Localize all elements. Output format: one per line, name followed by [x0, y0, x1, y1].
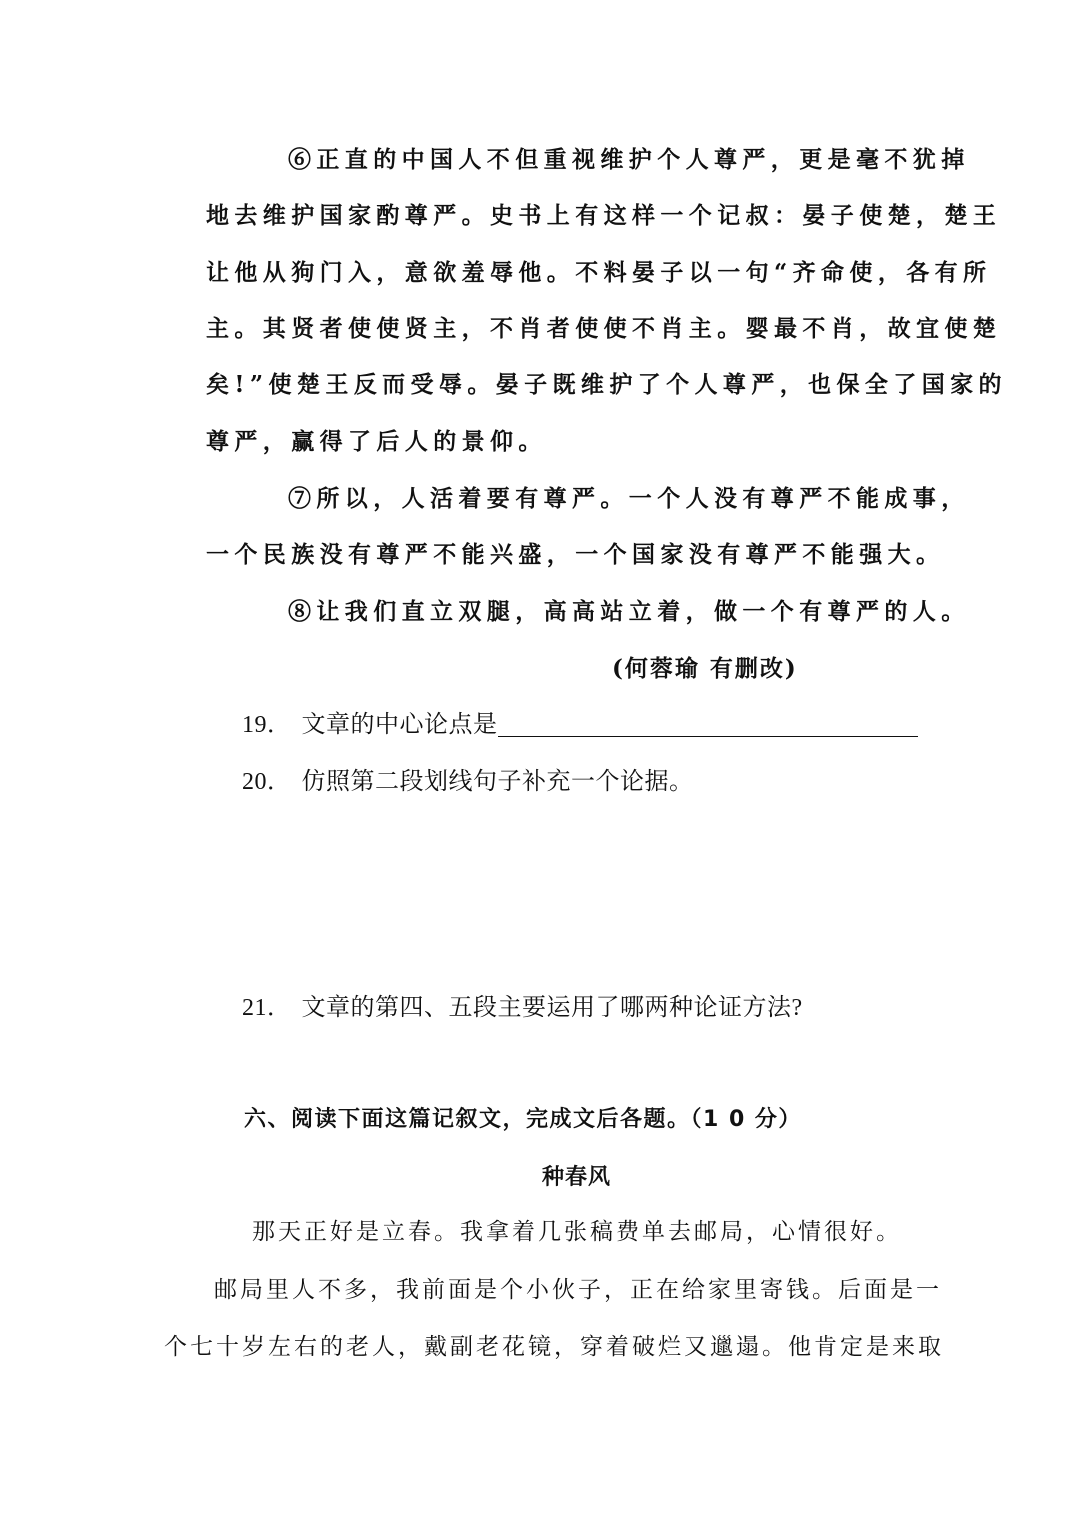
essay-p7-line-2: 一个民族没有尊严不能兴盛，一个国家没有尊严不能强大。	[206, 541, 945, 568]
story-line-3: 个七十岁左右的老人，戴副老花镜，穿着破烂又邋遢。他肯定是来取	[164, 1334, 944, 1360]
essay-p8: ⑧让我们直立双腿，高高站立着，做一个有尊严的人。	[288, 598, 970, 625]
essay-p6-line-4: 主。其贤者使使贤主，不肖者使使不肖主。婴最不肖，故宜使楚	[206, 315, 1002, 342]
question-20-number: 20．	[242, 769, 292, 795]
question-21-text: 文章的第四、五段主要运用了哪两种论证方法?	[301, 995, 803, 1021]
story-line-1: 那天正好是立春。我拿着几张稿费单去邮局，心情很好。	[252, 1219, 902, 1245]
question-20-text: 仿照第二段划线句子补充一个论据。	[301, 769, 694, 795]
story-title: 种春风	[542, 1164, 612, 1190]
answer-area-20[interactable]	[242, 810, 922, 980]
essay-p7-line-1: ⑦所以，人活着要有尊严。一个人没有尊严不能成事，	[288, 485, 970, 512]
essay-p6-line-2: 地去维护国家酌尊严。史书上有这样一个记叔：晏子使楚，楚王	[206, 202, 1002, 229]
story-line-2: 邮局里人不多，我前面是个小伙子，正在给家里寄钱。后面是一	[214, 1277, 942, 1303]
question-21	[242, 996, 803, 1020]
question-19	[242, 713, 918, 737]
essay-source: (何蓉瑜 有删改)	[612, 655, 798, 682]
essay-p6-line-1: ⑥正直的中国人不但重视维护个人尊严，更是毫不犹掉	[288, 146, 970, 173]
answer-blank-19[interactable]	[498, 714, 918, 737]
question-19-number: 19．	[242, 712, 292, 738]
essay-p6-line-6: 尊严，赢得了后人的景仰。	[206, 428, 547, 455]
essay-p6-line-3: 让他从狗门入，意欲羞辱他。不料晏子以一句“齐命使，各有所	[206, 259, 992, 286]
section-6-heading: 六、阅读下面这篇记叙文，完成文后各题。（1 0 分）	[244, 1107, 802, 1132]
question-20	[242, 770, 694, 794]
essay-p6-line-5: 矣!”使楚王反而受辱。晏子既维护了个人尊严，也保全了国家的	[206, 371, 1007, 398]
question-21-number: 21．	[242, 995, 292, 1021]
question-19-text: 文章的中心论点是	[301, 712, 498, 738]
